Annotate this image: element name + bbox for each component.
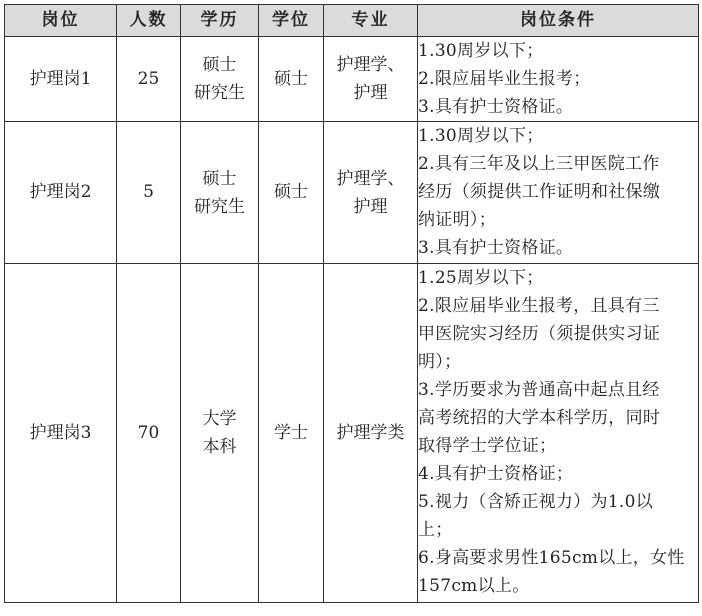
condition-line: 高考统招的大学本科学历，同时 [418,408,661,428]
major-cell [324,122,418,264]
post-cell: 护理岗3 [5,264,117,603]
degree-cell: 硕士 [259,122,324,264]
conditions-cell [418,264,699,603]
header-degree: 学位 [259,5,324,37]
education-line: 硕士 [202,55,237,75]
condition-line: 明）； [418,352,462,372]
count-cell: 5 [117,122,181,264]
header-count: 人数 [117,5,181,37]
education-line: 硕士 [202,168,237,189]
table-row [5,264,699,603]
header-major: 专业 [324,5,418,37]
condition-line: 1.30周岁以下； [418,41,544,61]
condition-line: 157cm以上。 [418,576,530,596]
post-cell: 护理岗1 [5,37,117,122]
education-line: 大学 [202,409,237,429]
header-conditions: 岗位条件 [418,5,699,37]
education-cell [181,122,259,264]
post-cell: 护理岗2 [5,122,117,264]
condition-line: 2.具有三年及以上三甲医院工作 [418,154,660,174]
education-line: 研究生 [194,196,245,217]
education-line: 研究生 [194,83,245,103]
major-line: 护理 [353,83,388,103]
condition-line: 3.具有护士资格证。 [418,238,574,258]
recruitment-table [4,4,699,603]
degree-cell: 硕士 [259,37,324,122]
table-row [5,122,699,264]
table-row [5,37,699,122]
major-cell [324,264,418,603]
condition-line: 3.具有护士资格证。 [418,97,574,117]
header-education: 学历 [181,5,259,37]
condition-line: 甲医院实习经历（须提供实习证 [418,324,661,344]
count-cell: 70 [117,264,181,603]
count-cell: 25 [117,37,181,122]
condition-line: 2.限应届毕业生报考，且具有三 [418,296,660,316]
major-line: 护理学、 [336,168,405,189]
condition-line: 6.身高要求男性165cm以上，女性 [418,548,685,568]
condition-line: 上； [418,520,453,540]
education-cell [181,37,259,122]
condition-line: 5.视力（含矫正视力）为1.0以 [418,492,654,512]
condition-line: 经历（须提供工作证明和社保缴 [418,182,661,202]
major-line: 护理 [353,196,388,217]
condition-line: 纳证明）； [418,210,496,230]
major-line: 护理学、 [336,55,405,75]
condition-line: 取得学士学位证； [418,436,557,456]
education-line: 本科 [202,437,237,457]
education-cell [181,264,259,603]
table-header-row [5,5,699,37]
condition-line: 2.限应届毕业生报考； [418,69,591,89]
conditions-cell [418,122,699,264]
major-line: 护理学类 [336,423,405,443]
header-post: 岗位 [5,5,117,37]
condition-line: 1.25周岁以下； [418,268,544,288]
conditions-cell [418,37,699,122]
condition-line: 1.30周岁以下； [418,126,544,146]
major-cell [324,37,418,122]
condition-line: 4.具有护士资格证； [418,464,574,484]
condition-line: 3.学历要求为普通高中起点且经 [418,380,660,400]
degree-cell: 学士 [259,264,324,603]
